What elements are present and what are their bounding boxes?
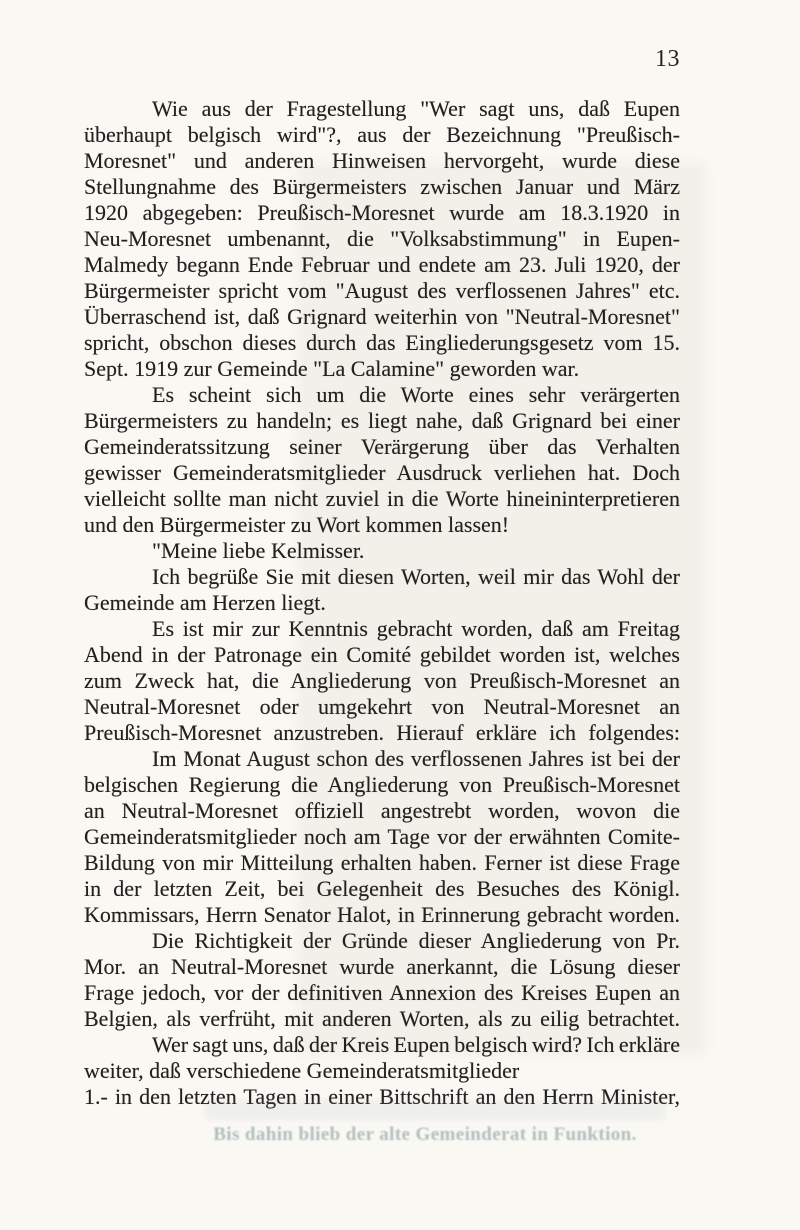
text-line	[84, 200, 680, 226]
text-line-content: Neutral-Moresnet oder umgekehrt von Neutral-Moresnet an	[84, 694, 680, 719]
text-line-content: überhaupt belgisch wird"?, aus der Bezeichnung "Preußisch-	[84, 122, 680, 147]
text-line-content: Bürgermeister spricht vom "August des verflossenen Jahres" etc.	[84, 278, 680, 303]
text-line-content: Abend in der Patronage ein Comité gebildet worden ist, welches	[84, 642, 680, 667]
text-line	[84, 486, 680, 512]
text-line	[84, 538, 680, 564]
text-line	[84, 668, 680, 694]
text-line-content: Kommissars, Herrn Senator Halot, in Erinnerung gebracht worden.	[84, 902, 680, 927]
text-line-content: 1920 abgegeben: Preußisch-Moresnet wurde am 18.3.1920 in	[84, 200, 680, 225]
page-number: 13	[655, 46, 680, 72]
text-line-content: Stellungnahme des Bürgermeisters zwischen Januar und März	[84, 174, 680, 199]
text-line	[84, 798, 680, 824]
text-line-content: belgischen Regierung die Angliederung von Preußisch-Moresnet	[84, 772, 680, 797]
text-line	[84, 1006, 680, 1032]
text-line	[84, 902, 680, 928]
text-line-content: Wer sagt uns, daß der Kreis Eupen belgisch wird? Ich erkläre	[152, 1032, 680, 1057]
text-line-content: Die Richtigkeit der Gründe dieser Angliederung von Pr.	[152, 928, 680, 953]
text-line-content: zum Zweck hat, die Angliederung von Preußisch-Moresnet an	[84, 668, 680, 693]
text-line	[84, 694, 680, 720]
text-line-content: Belgien, als verfrüht, mit anderen Worten, als zu eilig betrachtet.	[84, 1006, 680, 1031]
text-line-content: vielleicht sollte man nicht zuviel in die Worte hineininterpretieren	[84, 486, 680, 511]
text-line	[84, 174, 680, 200]
text-line	[84, 252, 680, 278]
text-line	[84, 408, 680, 434]
text-line	[84, 772, 680, 798]
text-line	[84, 928, 680, 954]
text-line-content: Im Monat August schon des verflossenen Jahres ist bei der	[152, 746, 680, 771]
text-line	[84, 954, 680, 980]
text-line	[84, 382, 680, 408]
text-line	[84, 460, 680, 486]
text-line-content: an Neutral-Moresnet offiziell angestrebt worden, wovon die	[84, 798, 680, 823]
text-line-content: Sept. 1919 zur Gemeinde "La Calamine" geworden war.	[84, 356, 580, 381]
text-line	[84, 226, 680, 252]
text-line	[84, 616, 680, 642]
text-line	[84, 590, 680, 616]
text-line	[84, 1032, 680, 1058]
text-line	[84, 1084, 680, 1110]
text-line-content: Gemeinde am Herzen liegt.	[84, 590, 326, 615]
text-line-content: Es ist mir zur Kenntnis gebracht worden, daß am Freitag	[152, 616, 680, 641]
text-line	[84, 850, 680, 876]
text-line	[84, 512, 680, 538]
text-line	[84, 1058, 680, 1084]
text-line-content: 1.- in den letzten Tagen in einer Bittschrift an den Herrn Minister,	[84, 1084, 680, 1109]
text-line-content: Preußisch-Moresnet anzustreben. Hierauf erkläre ich folgendes:	[84, 720, 680, 745]
text-line-content: Mor. an Neutral-Moresnet wurde anerkannt, die Lösung dieser	[84, 954, 680, 979]
text-line-content: Wie aus der Fragestellung "Wer sagt uns, daß Eupen	[152, 96, 680, 121]
text-line	[84, 876, 680, 902]
text-line-content: Gemeinderatsmitglieder noch am Tage vor der erwähnten Comite-	[84, 824, 680, 849]
text-line	[84, 564, 680, 590]
text-line	[84, 278, 680, 304]
text-line	[84, 642, 680, 668]
text-line-content: spricht, obschon dieses durch das Eingliederungsgesetz vom 15.	[84, 330, 680, 355]
text-line-content: "Meine liebe Kelmisser.	[152, 538, 365, 563]
text-line-content: in der letzten Zeit, bei Gelegenheit des Besuches des Königl.	[84, 876, 680, 901]
text-line	[84, 304, 680, 330]
text-line-content: Bürgermeisters zu handeln; es liegt nahe, daß Grignard bei einer	[84, 408, 680, 433]
text-line-content: und den Bürgermeister zu Wort kommen lassen!	[84, 512, 510, 537]
text-line-content: Ich begrüße Sie mit diesen Worten, weil mir das Wohl der	[152, 564, 680, 589]
text-line	[84, 356, 680, 382]
text-line	[84, 148, 680, 174]
text-line-content: Überraschend ist, daß Grignard weiterhin von "Neutral-Moresnet"	[84, 304, 680, 329]
text-block	[84, 96, 680, 1110]
text-line-content: Frage jedoch, vor der definitiven Annexion des Kreises Eupen an	[84, 980, 680, 1005]
text-line-content: Gemeinderatssitzung seiner Verärgerung über das Verhalten	[84, 434, 680, 459]
text-line-content: Malmedy begann Ende Februar und endete am 23. Juli 1920, der	[84, 252, 680, 277]
text-line-content: Bildung von mir Mitteilung erhalten haben. Ferner ist diese Frage	[84, 850, 680, 875]
text-line-content: Moresnet" und anderen Hinweisen hervorgeht, wurde diese	[84, 148, 680, 173]
text-line	[84, 96, 680, 122]
text-line-content: Neu-Moresnet umbenannt, die "Volksabstimmung" in Eupen-	[84, 226, 680, 251]
text-line	[84, 746, 680, 772]
text-line	[84, 824, 680, 850]
text-line	[84, 980, 680, 1006]
text-line	[84, 122, 680, 148]
text-line-content: Es scheint sich um die Worte eines sehr verärgerten	[152, 382, 680, 407]
text-line-content: gewisser Gemeinderatsmitglieder Ausdruck verliehen hat. Doch	[84, 460, 680, 485]
text-line	[84, 720, 680, 746]
text-line	[84, 330, 680, 356]
text-line	[84, 434, 680, 460]
bleedthrough-text: Bis dahin blieb der alte Gemeinderat in Funktion.	[213, 1124, 637, 1145]
text-line-content: weiter, daß verschiedene Gemeinderatsmitglieder	[84, 1058, 520, 1083]
